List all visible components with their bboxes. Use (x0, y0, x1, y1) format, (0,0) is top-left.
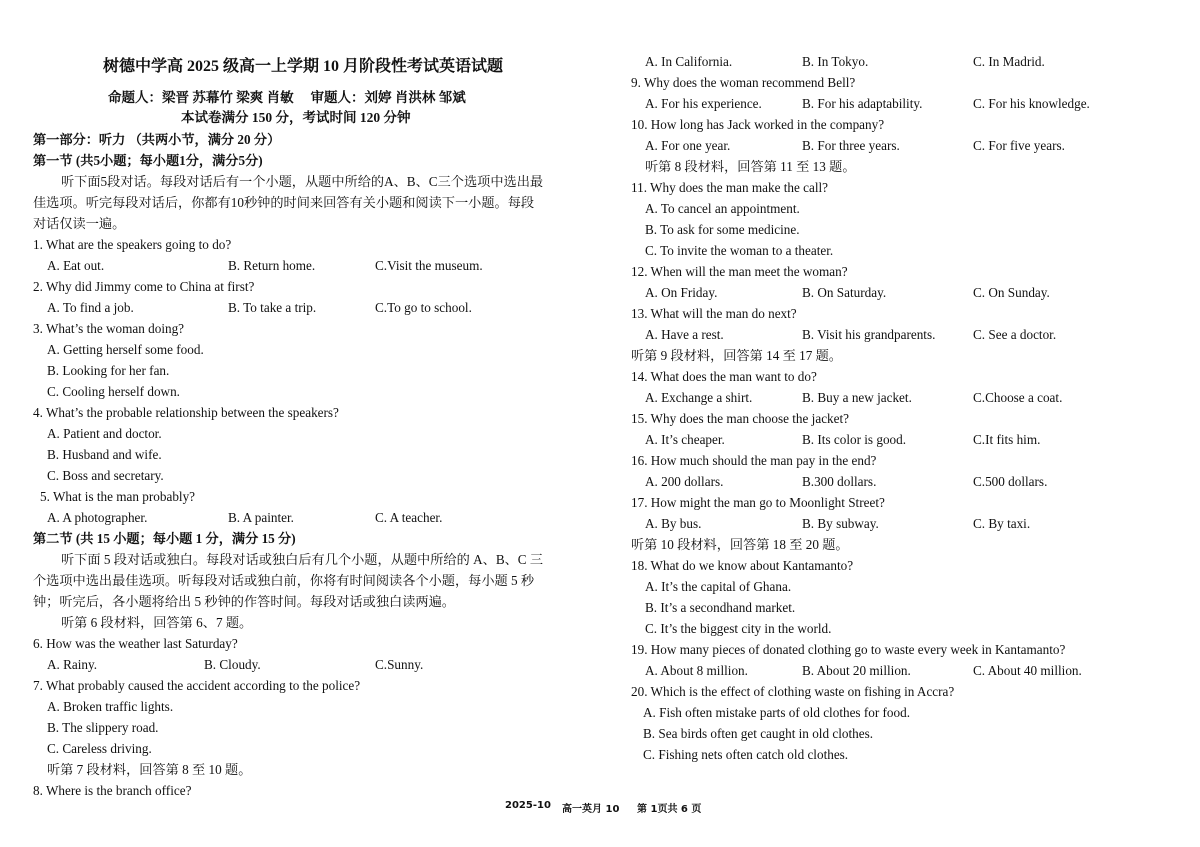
question-2-option-c: C.To go to school. (375, 300, 472, 315)
material-8-instruction: 听第 8 段材料，回答第 11 至 13 题。 (645, 159, 856, 174)
question-2-option-a: A. To find a job. (47, 300, 134, 315)
question-17-option-a: A. By bus. (645, 516, 702, 531)
question-9-stem: 9. Why does the woman recommend Bell? (631, 75, 856, 90)
question-2-stem: 2. Why did Jimmy come to China at first? (33, 279, 255, 294)
question-19-option-c: C. About 40 million. (973, 663, 1082, 678)
question-10-option-b: B. For three years. (802, 138, 900, 153)
question-3-option-c: C. Cooling herself down. (47, 384, 180, 399)
footer-date: 2025-10 (505, 800, 551, 811)
question-15-option-c: C.It fits him. (973, 432, 1041, 447)
question-13-stem: 13. What will the man do next? (631, 306, 797, 321)
question-9-option-b: B. For his adaptability. (802, 96, 923, 111)
question-13-option-a: A. Have a rest. (645, 327, 724, 342)
section1-instructions-line3: 对话仅读一遍。 (33, 216, 126, 231)
question-8-option-c: C. In Madrid. (973, 54, 1045, 69)
question-5-option-b: B. A painter. (228, 510, 294, 525)
section2-instructions-line3: 钟；听完后，各小题将给出 5 秒钟的作答时间。每段对话或独白读两遍。 (33, 594, 455, 609)
question-12-option-b: B. On Saturday. (802, 285, 887, 300)
material-9-instruction: 听第 9 段材料，回答第 14 至 17 题。 (631, 348, 842, 363)
question-16-option-c: C.500 dollars. (973, 474, 1048, 489)
question-18-option-c: C. It’s the biggest city in the world. (645, 621, 832, 636)
question-4-option-a: A. Patient and doctor. (47, 426, 162, 441)
question-7-option-a: A. Broken traffic lights. (47, 699, 174, 714)
question-7-stem: 7. What probably caused the accident according to the police? (33, 678, 361, 693)
question-10-option-a: A. For one year. (645, 138, 731, 153)
question-5-option-a: A. A photographer. (47, 510, 148, 525)
section2-instructions-line2: 个选项中选出最佳选项。听每段对话或独白前，你将有时间阅读各个小题，每小题 5 秒 (33, 573, 535, 588)
question-4-option-b: B. Husband and wife. (47, 447, 162, 462)
part1-heading: 第一部分：听力 （共两小节，满分 20 分） (33, 132, 281, 147)
question-15-option-a: A. It’s cheaper. (645, 432, 725, 447)
question-14-option-c: C.Choose a coat. (973, 390, 1063, 405)
question-6-option-c: C.Sunny. (375, 657, 424, 672)
question-2-option-b: B. To take a trip. (228, 300, 317, 315)
question-5-stem: 5. What is the man probably? (40, 489, 196, 504)
question-10-option-c: C. For five years. (973, 138, 1065, 153)
question-8-option-b: B. In Tokyo. (802, 54, 869, 69)
question-19-option-b: B. About 20 million. (802, 663, 911, 678)
section2-instructions-line1: 听下面 5 段对话或独白。每段对话或独白后有几个小题，从题中所给的 A、B、C 三 (61, 552, 544, 567)
question-6-stem: 6. How was the weather last Saturday? (33, 636, 238, 651)
authors-line: 命题人：梁晋 苏幕竹 梁爽 肖敏 审题人：刘婷 肖洪林 邹斌 (108, 90, 466, 105)
question-14-stem: 14. What does the man want to do? (631, 369, 817, 384)
question-9-option-c: C. For his knowledge. (973, 96, 1090, 111)
question-4-option-c: C. Boss and secretary. (47, 468, 164, 483)
question-17-option-c: C. By taxi. (973, 516, 1031, 531)
question-20-option-c: C. Fishing nets often catch old clothes. (643, 747, 849, 762)
question-20-option-a: A. Fish often mistake parts of old clothes for food. (643, 705, 911, 720)
section2-heading: 第二节 (共 15 小题；每小题 1 分，满分 15 分) (33, 531, 296, 546)
question-4-stem: 4. What’s the probable relationship between the speakers? (33, 405, 339, 420)
question-18-option-b: B. It’s a secondhand market. (645, 600, 796, 615)
question-16-stem: 16. How much should the man pay in the end? (631, 453, 877, 468)
question-12-stem: 12. When will the man meet the woman? (631, 264, 848, 279)
footer-page-number: 第 1页共 6 页 (637, 804, 702, 815)
question-13-option-b: B. Visit his grandparents. (802, 327, 936, 342)
question-12-option-c: C. On Sunday. (973, 285, 1050, 300)
question-7-option-b: B. The slippery road. (47, 720, 159, 735)
question-14-option-b: B. Buy a new jacket. (802, 390, 912, 405)
question-14-option-a: A. Exchange a shirt. (645, 390, 753, 405)
section1-instructions-line2: 佳选项。听完每段对话后，你都有10秒钟的时间来回答有关小题和阅读下一小题。每段 (33, 195, 535, 210)
question-20-stem: 20. Which is the effect of clothing waste on fishing in Accra? (631, 684, 955, 699)
question-18-stem: 18. What do we know about Kantamanto? (631, 558, 854, 573)
question-10-stem: 10. How long has Jack worked in the company? (631, 117, 885, 132)
question-11-option-b: B. To ask for some medicine. (645, 222, 800, 237)
question-13-option-c: C. See a doctor. (973, 327, 1057, 342)
question-8-stem: 8. Where is the branch office? (33, 783, 192, 798)
question-3-option-a: A. Getting herself some food. (47, 342, 204, 357)
section1-heading: 第一节 (共5小题；每小题1分，满分5分) (33, 153, 263, 168)
question-9-option-a: A. For his experience. (645, 96, 762, 111)
question-6-option-a: A. Rainy. (47, 657, 98, 672)
question-11-stem: 11. Why does the man make the call? (631, 180, 829, 195)
question-1-option-a: A. Eat out. (47, 258, 105, 273)
question-16-option-b: B.300 dollars. (802, 474, 877, 489)
question-6-option-b: B. Cloudy. (204, 657, 261, 672)
material-7-instruction: 听第 7 段材料，回答第 8 至 10 题。 (47, 762, 252, 777)
question-15-option-b: B. Its color is good. (802, 432, 907, 447)
question-19-option-a: A. About 8 million. (645, 663, 748, 678)
question-17-option-b: B. By subway. (802, 516, 879, 531)
question-17-stem: 17. How might the man go to Moonlight Street? (631, 495, 885, 510)
question-12-option-a: A. On Friday. (645, 285, 718, 300)
question-7-option-c: C. Careless driving. (47, 741, 152, 756)
exam-title: 树德中学高 2025 级高一上学期 10 月阶段性考试英语试题 (103, 58, 504, 75)
question-11-option-c: C. To invite the woman to a theater. (645, 243, 834, 258)
question-18-option-a: A. It’s the capital of Ghana. (645, 579, 792, 594)
question-3-stem: 3. What’s the woman doing? (33, 321, 185, 336)
question-11-option-a: A. To cancel an appointment. (645, 201, 800, 216)
question-20-option-b: B. Sea birds often get caught in old clothes. (643, 726, 874, 741)
question-1-option-b: B. Return home. (228, 258, 316, 273)
question-1-option-c: C.Visit the museum. (375, 258, 483, 273)
question-3-option-b: B. Looking for her fan. (47, 363, 170, 378)
section1-instructions-line1: 听下面5段对话。每段对话后有一个小题，从题中所给的A、B、C三个选项中选出最 (61, 174, 544, 189)
material-6-instruction: 听第 6 段材料，回答第 6、7 题。 (61, 615, 253, 630)
material-10-instruction: 听第 10 段材料，回答第 18 至 20 题。 (631, 537, 849, 552)
question-5-option-c: C. A teacher. (375, 510, 443, 525)
question-15-stem: 15. Why does the man choose the jacket? (631, 411, 850, 426)
question-19-stem: 19. How many pieces of donated clothing go to waste every week in Kantamanto? (631, 642, 1066, 657)
question-1-stem: 1. What are the speakers going to do? (33, 237, 232, 252)
footer-subject: 高一英月 10 (562, 804, 620, 815)
question-16-option-a: A. 200 dollars. (645, 474, 724, 489)
exam-info-line: 本试卷满分 150 分，考试时间 120 分钟 (181, 110, 411, 125)
question-8-option-a: A. In California. (645, 54, 733, 69)
